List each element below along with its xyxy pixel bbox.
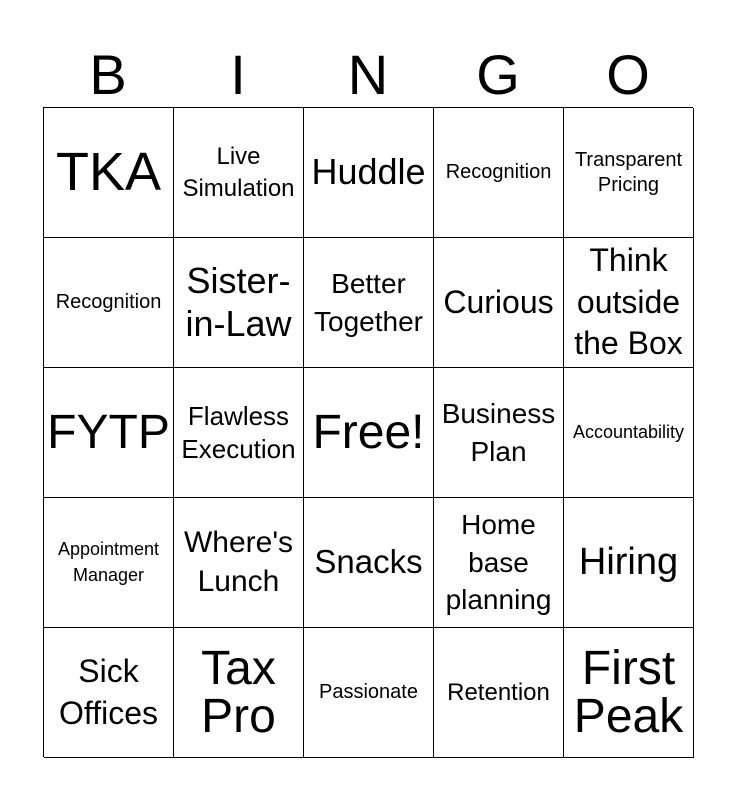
bingo-cell-r5-c5[interactable] [564,628,694,758]
cell-label: Transparent Pricing [574,148,683,196]
cell-label: FYTP [47,405,170,459]
cell-label: Sick Offices [59,652,158,731]
header-letter-b: B [89,43,127,106]
bingo-cell-r2-c3[interactable] [304,238,434,368]
cell-label: First Peak [573,641,684,743]
bingo-card-grid [43,107,693,757]
bingo-cell-r3-c1[interactable] [44,368,174,498]
bingo-cell-r4-c4[interactable] [434,498,564,628]
bingo-cell-r1-c5[interactable] [564,108,694,238]
cell-label: Better Together [314,267,423,337]
bingo-cell-r1-c1[interactable] [44,108,174,238]
header-letter-g: G [476,43,520,106]
cell-label: Think outside the Box [574,242,683,362]
cell-label: Huddle [311,151,426,193]
bingo-cell-r3-c4[interactable] [434,368,564,498]
bingo-cell-r2-c5[interactable] [564,238,694,368]
cell-label: Where's Lunch [183,526,294,598]
cell-label: Free! [312,405,425,459]
header-letter-i: I [230,43,246,106]
header-letter-n: N [347,43,389,106]
bingo-cell-r4-c3[interactable] [304,498,434,628]
cell-label: Business Plan [441,397,556,467]
cell-label: Hiring [578,540,679,583]
cell-label: Home base planning [445,508,552,616]
bingo-cell-r3-c2[interactable] [174,368,304,498]
cell-label: Retention [447,678,550,706]
bingo-cell-r5-c1[interactable] [44,628,174,758]
bingo-header [43,44,693,106]
bingo-cell-r5-c4[interactable] [434,628,564,758]
bingo-cell-r4-c2[interactable] [174,498,304,628]
cell-label: Flawless Execution [181,401,296,464]
bingo-cell-r1-c4[interactable] [434,108,564,238]
bingo-cell-r5-c3[interactable] [304,628,434,758]
cell-label: Snacks [314,543,423,581]
header-letter-o: O [606,43,650,106]
bingo-cell-r2-c4[interactable] [434,238,564,368]
cell-label: Recognition [445,161,552,183]
cell-label: Live Simulation [182,142,295,202]
cell-label: Curious [443,283,554,320]
bingo-cell-r3-c5[interactable] [564,368,694,498]
bingo-cell-r2-c2[interactable] [174,238,304,368]
bingo-cell-r2-c1[interactable] [44,238,174,368]
cell-label: Sister-in-Law [185,260,292,344]
cell-label: TKA [55,142,162,203]
bingo-cell-r4-c5[interactable] [564,498,694,628]
cell-label: Passionate [319,681,418,703]
cell-label: Appointment Manager [57,539,160,585]
bingo-cell-r5-c2[interactable] [174,628,304,758]
bingo-cell-r4-c1[interactable] [44,498,174,628]
cell-label: Recognition [55,291,162,313]
bingo-cell-r1-c2[interactable] [174,108,304,238]
bingo-cell-r1-c3[interactable] [304,108,434,238]
bingo-cell-r3-c3-free-space[interactable] [304,368,434,498]
cell-label: Tax Pro [201,641,276,743]
cell-label: Accountability [572,421,685,442]
